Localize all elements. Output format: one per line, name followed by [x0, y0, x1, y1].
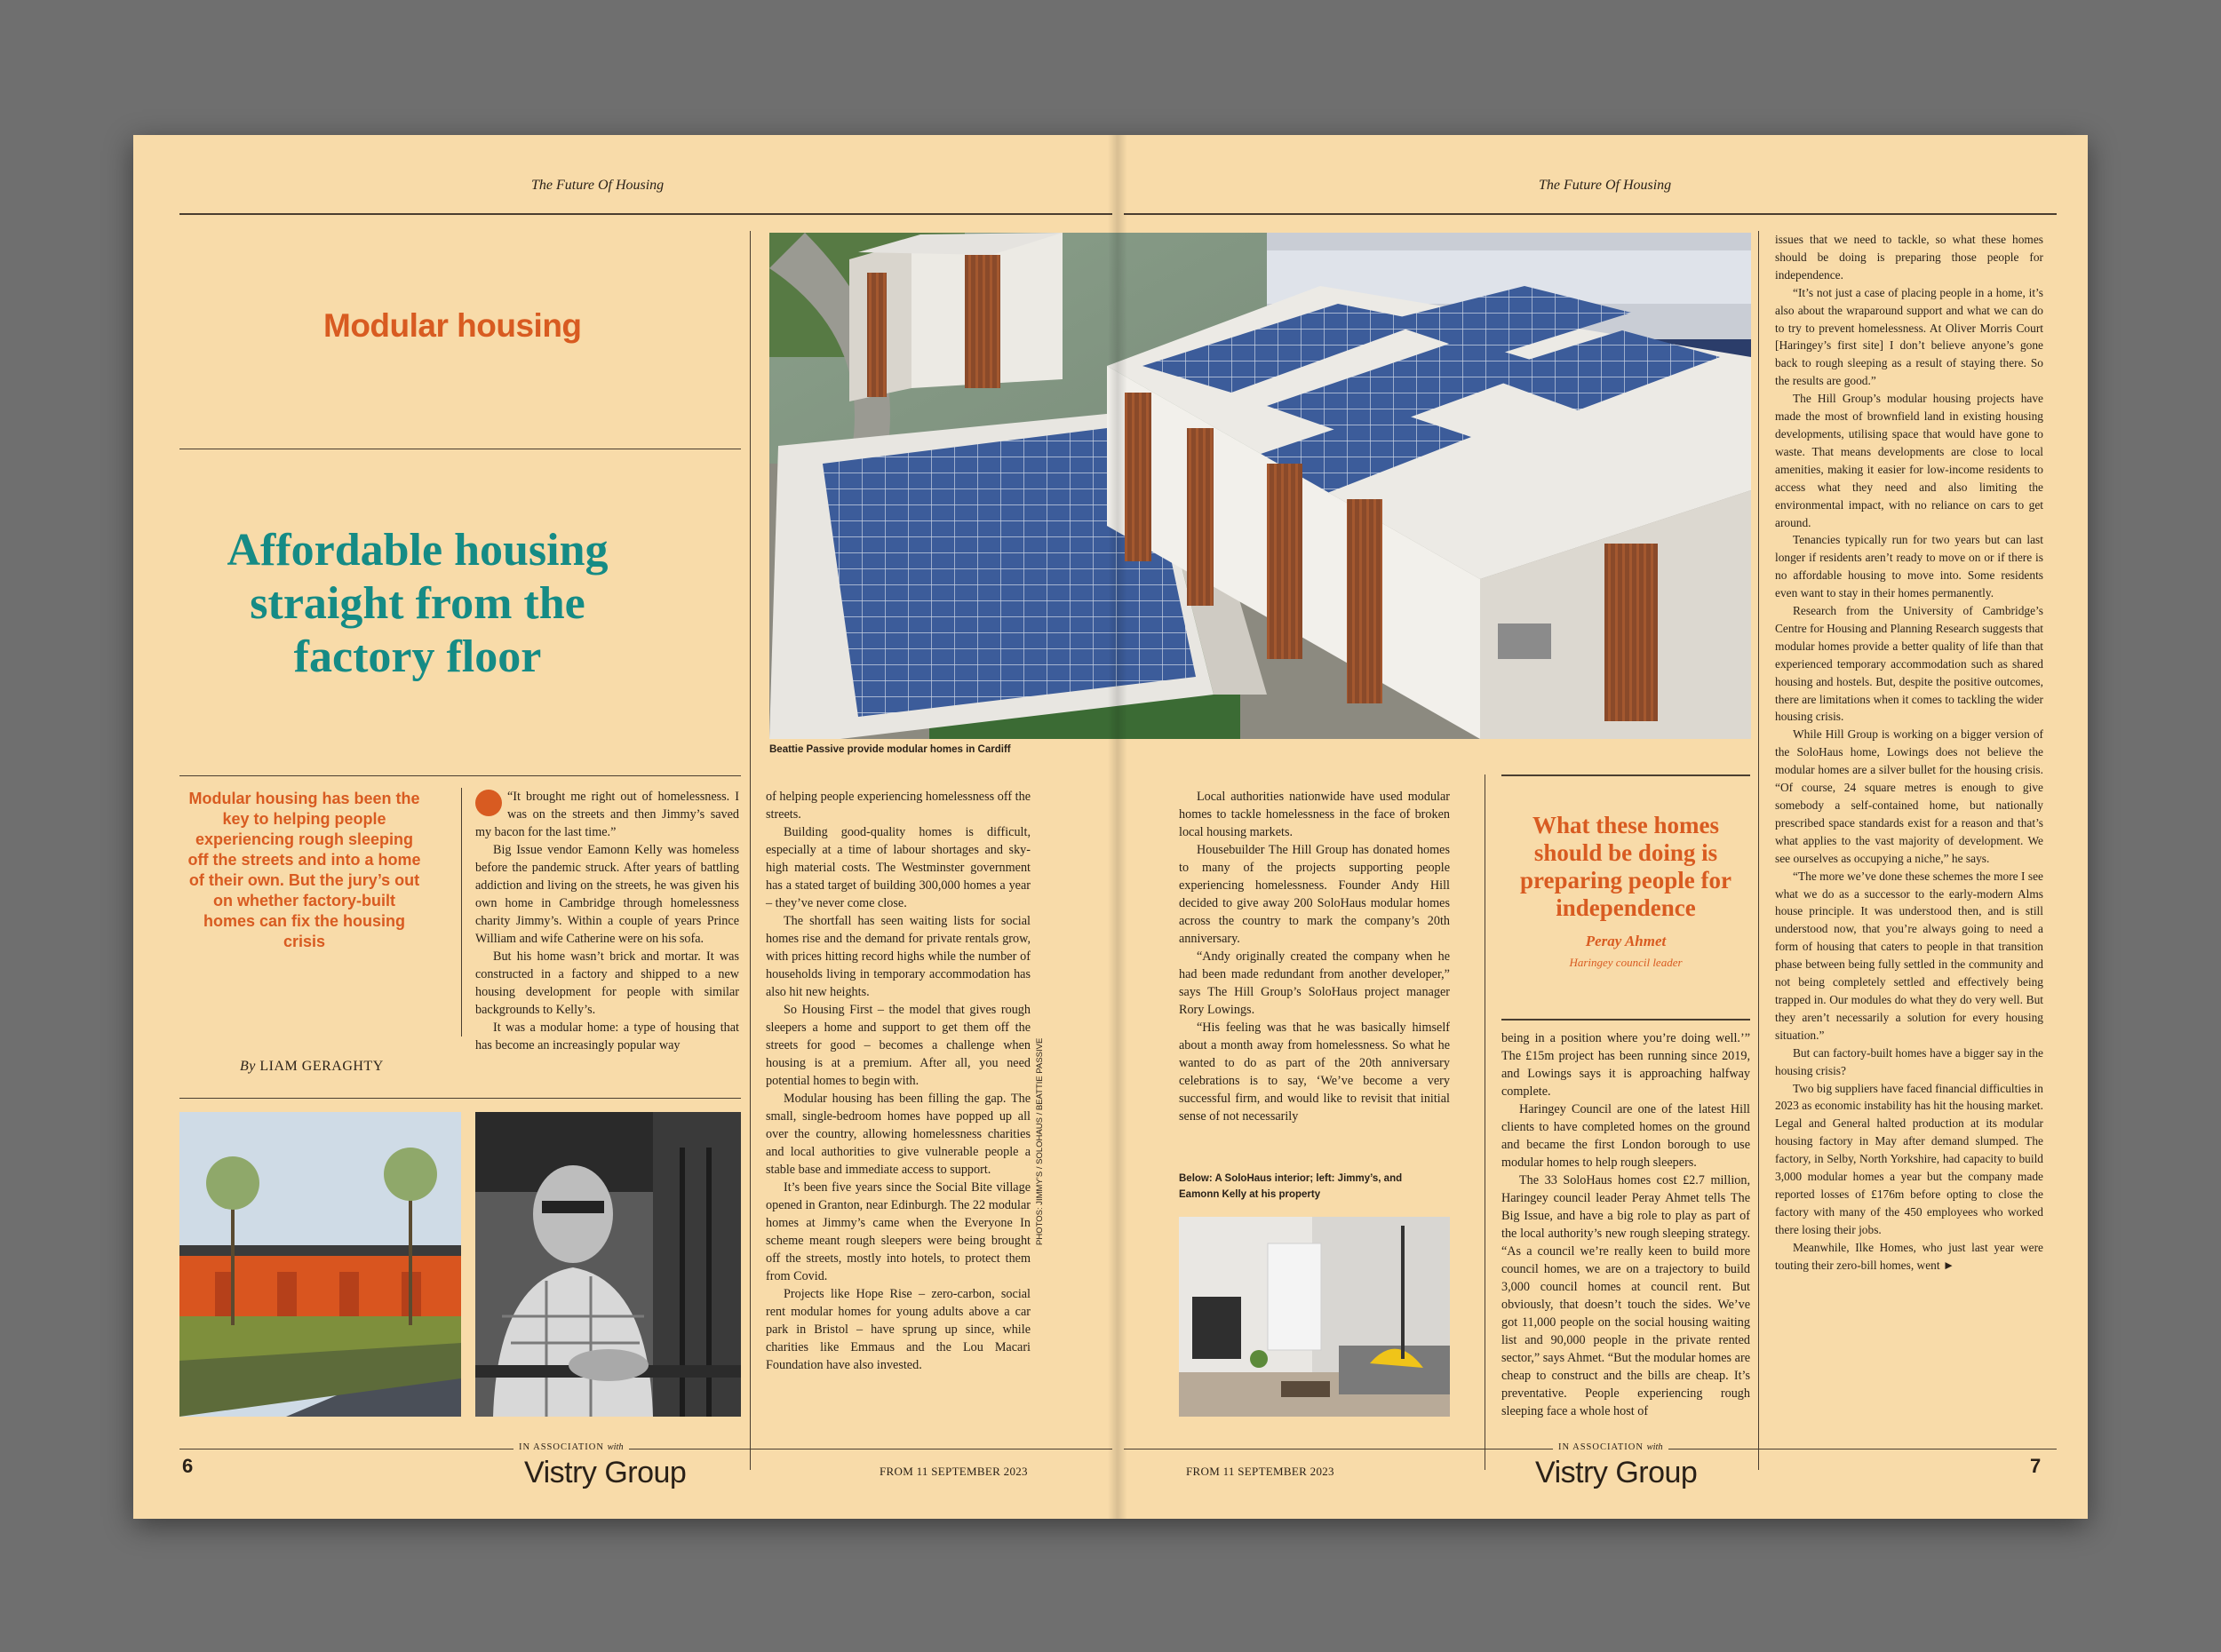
headline: Affordable housing straight from the factory floor: [227, 525, 609, 682]
col4-para-1: being in a position where you’re doing well.’” The £15m project has been running since 2019, and Lowings says it is approaching halfway complete.: [1501, 1031, 1750, 1099]
col3-para-1: Local authorities nationwide have used modular homes to tackle homelessness in the face of broken local housing markets.: [1179, 790, 1450, 839]
pull-quote-role: Haringey council leader: [1569, 956, 1683, 969]
aerial-photo-modular-homes: [769, 233, 1751, 739]
col4-para-2: Haringey Council are one of the latest Hill clients to have completed homes on the ground and became the first London borough to use modular homes to help rough sleepers.: [1501, 1102, 1750, 1170]
pull-rule-bottom: [1501, 1019, 1750, 1021]
byline: [240, 1059, 384, 1075]
vistry-group-logo-right: Vistry Group: [1535, 1456, 1698, 1489]
col3-para-4: “His feeling was that he was basically himself about a month away from homelessness. So what he wanted to do as part of the 20th anniversary celebrations is to say, ‘We’ve become a very successful firm, and would like to revisit that initial sense of not necessarily: [1179, 1021, 1450, 1124]
intro-rule: [179, 775, 741, 776]
col3-para-3: “Andy originally created the company when he had been made redundant from another developer,” says The Hill Group’s SoloHaus project manager Rory Lowings.: [1179, 949, 1450, 1017]
drop-bullet-icon: [475, 790, 502, 816]
byline-name: LIAM GERAGHTY: [259, 1059, 384, 1074]
section-label: Modular housing: [323, 307, 582, 344]
page-number-left: 6: [182, 1455, 194, 1477]
col1-para-1: “It brought me right out of homelessness. I was on the streets and then Jimmy’s saved my bacon for the last time.”: [475, 790, 739, 839]
page-number-right: 7: [2030, 1455, 2042, 1477]
solohaus-interior-photo: [1179, 1217, 1450, 1417]
col2-para-2: Building good-quality homes is difficult, especially at a time of labour shortages and sky-high material costs. The Westminster government has a stated target of building 300,000 homes a year – they’ve never come close.: [766, 825, 1031, 910]
col1-para-4: It was a modular home: a type of housing that has become an increasingly popular way: [475, 1021, 739, 1052]
col-rule-1: [461, 788, 462, 1036]
col-rule-2: [750, 231, 751, 1470]
photo-rule: [179, 1098, 741, 1099]
standfirst: Modular housing has been the key to helping people experiencing rough sleeping off the streets and into a home of their own. But the jury’s out on whether factory-built homes can fix the housing crisis: [187, 790, 421, 950]
pull-rule-top: [1501, 774, 1750, 776]
col2-para-5: Modular housing has been filling the gap. The small, single-bedroom homes have popped up all over the country, allowing homelessness charities and local authorities to give vulnerable people a stable base and immediate access to support.: [766, 1092, 1031, 1177]
col2-para-3: The shortfall has seen waiting lists for social homes rise and the demand for private rentals grow, with prices hitting record highs while the number of households living in temporary accommodation has also hit new heights.: [766, 914, 1031, 999]
magazine-spread: [133, 135, 2088, 1519]
running-head-right: The Future Of Housing: [1539, 178, 1672, 193]
body-column-1: [475, 788, 739, 1054]
inset-photo-caption: Below: A SoloHaus interior; left: Jimmy’s, and Eamonn Kelly at his property: [1179, 1173, 1403, 1200]
col2-para-6: It’s been five years since the Social Bite village opened in Granton, near Edinburgh. The 22 modular homes at Jimmy’s came when the Everyone In scheme meant rough sleepers were being brought off the streets, mostly into hotels, to protect them from Covid.: [766, 1180, 1031, 1283]
pull-quote-name: Peray Ahmet: [1585, 933, 1667, 949]
col-rule-4: [1758, 231, 1759, 1470]
footer-assoc-left: IN ASSOCIATION with: [513, 1442, 629, 1452]
col1-para-3: But his home wasn’t brick and mortar. It was constructed in a factory and shipped to a new housing development for people with similar backgrounds to Kelly’s.: [475, 949, 739, 1017]
col4-para-3: The 33 SoloHaus homes cost £2.7 million, Haringey council leader Peray Ahmet tells The Big Issue, and have a big role to play as part of the local authority’s new rough sleeping strategy. “As a council we’re really keen to build more council homes, we are on a trajectory to build 3,000 council homes at council rent. But obviously, that doesn’t touch the sides. We’ve got 11,000 people on the social housing waiting list and 90,000 people in the private rented sector,” says Ahmet. “But the modular homes are cheap to construct and the bills are cheap. It’s preventative. People experiencing rough sleeping face a whole host of: [1501, 1173, 1750, 1418]
spread-gutter: [1108, 135, 1127, 1519]
body-column-3: [1179, 788, 1450, 1125]
running-head-left: The Future Of Housing: [531, 178, 665, 193]
col2-para-1: of helping people experiencing homelessness off the streets.: [766, 790, 1031, 822]
col1-para-2: Big Issue vendor Eamonn Kelly was homeless before the pandemic struck. After years of battling addiction and living on the streets, he was given his own home in Cambridge through homelessness charity Jimmy’s. Within a couple of years Prince William and wife Catherine were on his sofa.: [475, 843, 739, 946]
col2-para-4: So Housing First – the model that gives rough sleepers a home and support to get them off the streets for good – becomes a challenge when housing is at a premium. After all, you need potential homes to begin with.: [766, 1003, 1031, 1088]
jimmys-modular-homes-photo: [179, 1112, 461, 1417]
photo-credit: PHOTOS: JIMMY’S / SOLOHAUS / BEATTIE PASSIVE: [1035, 1037, 1045, 1245]
byline-prefix: By: [240, 1059, 256, 1074]
col5-para-10: Meanwhile, Ilke Homes, who just last year were touting their zero-bill homes, went ►: [1775, 1240, 2043, 1272]
pull-quote: What these homes should be doing is preparing people for independence: [1520, 812, 1731, 921]
col5-para-4: Tenancies typically run for two years but can last longer if residents aren’t ready to move on or if there is no affordable housing to move into. Some residents even want to stay in their homes permanently.: [1775, 533, 2043, 600]
vistry-group-logo-left: Vistry Group: [524, 1456, 687, 1489]
col5-para-6: While Hill Group is working on a bigger version of the SoloHaus home, Lowings does not believe the modular homes are a silver bullet for the housing crisis. “Of course, 24 square metres is enough to give somebody a self-contained home, but nationally prescribed space standards exist for a reason and that’s what applies to the vast majority of development. We see ourselves as occupying a niche,” he says.: [1775, 727, 2043, 865]
col5-para-3: The Hill Group’s modular housing projects have made the most of brownfield land in existing housing developments, utilising space that would have gone to waste. That means developments are close to local amenities, making it easier for low-income residents to access what they need and also limiting the environmental impact, with no reliance on cars to get around.: [1775, 392, 2043, 529]
col2-para-7: Projects like Hope Rise – zero-carbon, social rent modular homes for young adults above a car park in Bristol – have sprung up since, while charities like Emmaus and the Lou Macari Foundation have also invested.: [766, 1287, 1031, 1372]
top-rule-right: [1124, 213, 2057, 215]
body-column-2: [766, 788, 1031, 1374]
col5-para-9: Two big suppliers have faced financial difficulties in 2023 as economic instability has hit the housing market. Legal and General halted production at its modular housing factory in May after demand slumped. The factory, in Selby, North Yorkshire, had capacity to build 3,000 modular homes a year but the company made reported losses of £176m before opting to close the factory with many of the 450 employees who worked there losing their jobs.: [1775, 1081, 2043, 1236]
body-column-5: [1775, 231, 2043, 1274]
col5-para-5: Research from the University of Cambridge’s Centre for Housing and Planning Research suggests that modular homes provide a better quality of life than that experienced temporary accommodation such as shared housing and hostels. But, despite the positive outcomes, there are limitations when it comes to tackling the wider housing crisis.: [1775, 604, 2043, 724]
top-rule-left: [179, 213, 1112, 215]
eamonn-kelly-portrait-photo: [475, 1112, 741, 1417]
footer-assoc-right: IN ASSOCIATION with: [1553, 1442, 1668, 1452]
col5-para-7: “The more we’ve done these schemes the more I see what we do as a successor to the early-modern Alms house principle. It was understood then, and is still understood now, that you’re always going to need a form of housing that caters to people in that transition phase between being fully settled in the community and not being completely settled and effectively being trapped in. Our modules do what they do very well. But they aren’t necessarily a solution for every housing situation.”: [1775, 869, 2043, 1042]
footer-date-left: FROM 11 SEPTEMBER 2023: [880, 1465, 1028, 1478]
col5-para-2: “It’s not just a case of placing people in a home, it’s also about the wraparound support and what we can do to try to prevent homelessness. At Oliver Morris Court [Haringey’s first site] I don’t believe anyone’s gone back to rough sleeping as a result of staying there. So the results are good.”: [1775, 285, 2043, 388]
col5-para-8: But can factory-built homes have a bigger say in the housing crisis?: [1775, 1045, 2043, 1077]
main-photo-caption: Beattie Passive provide modular homes in Cardiff: [769, 744, 1011, 755]
col5-para-1: issues that we need to tackle, so what these homes should be doing is preparing those people for independence.: [1775, 233, 2043, 282]
col3-para-2: Housebuilder The Hill Group has donated homes to many of the projects supporting people experiencing homelessness. Founder Andy Hill decided to give away 200 SoloHaus modular homes across the country to mark the company’s 20th anniversary.: [1179, 843, 1450, 946]
body-column-4: [1501, 1029, 1750, 1420]
footer-date-right: FROM 11 SEPTEMBER 2023: [1186, 1465, 1334, 1478]
